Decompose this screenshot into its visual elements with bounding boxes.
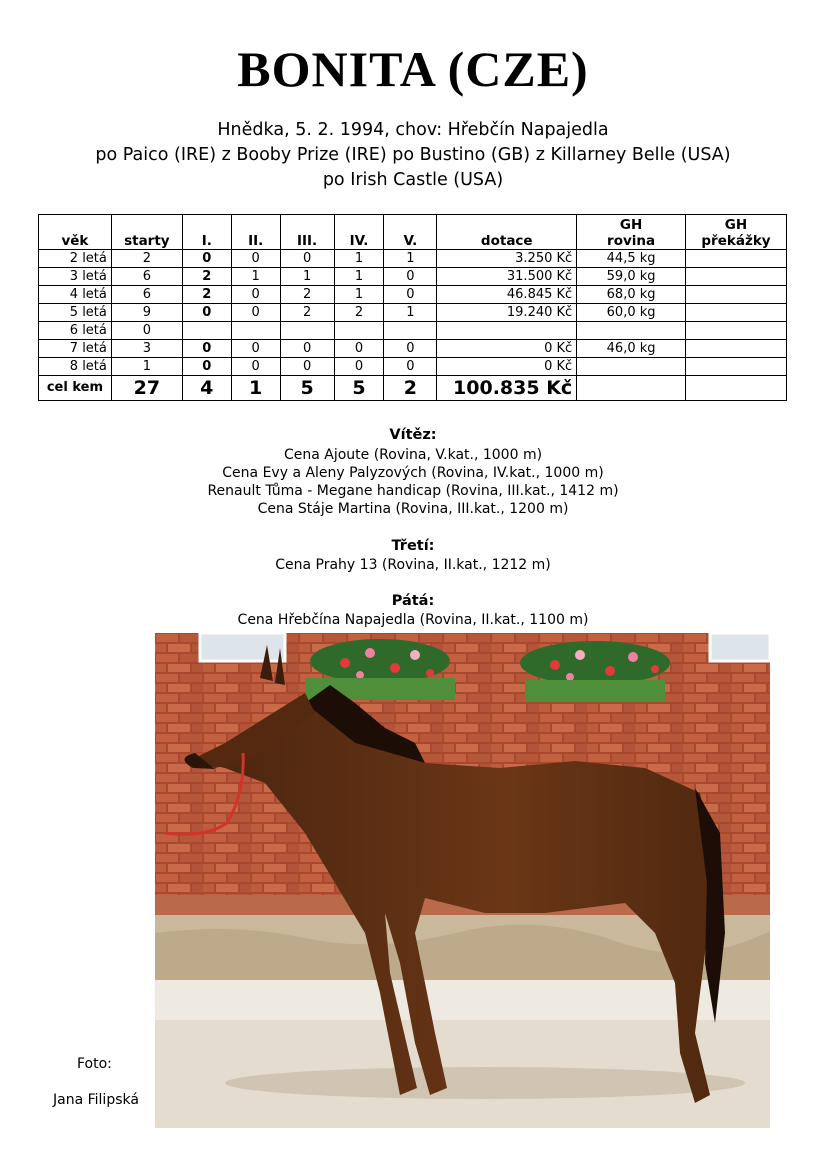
- col-age: věk: [39, 215, 112, 250]
- cell-p4: [334, 322, 384, 340]
- cell-p5: [384, 322, 437, 340]
- cell-gh-jump: [686, 286, 787, 304]
- cell-starts: 3: [111, 340, 182, 358]
- fifth-heading: Pátá:: [391, 593, 435, 609]
- table-row: [39, 322, 787, 340]
- col-second: II.: [231, 215, 280, 250]
- cell-gh-jump: [686, 268, 787, 286]
- cell-prize: 0 Kč: [437, 358, 577, 376]
- total-age: cel kem: [39, 376, 112, 401]
- cell-p4: 2: [334, 304, 384, 322]
- cell-age: 2 letá: [39, 250, 112, 268]
- horse-photo: [155, 633, 770, 1128]
- cell-age: 7 letá: [39, 340, 112, 358]
- table-row: [39, 340, 787, 358]
- cell-p3: 0: [280, 358, 334, 376]
- col-fifth: V.: [384, 215, 437, 250]
- cell-starts: 0: [111, 322, 182, 340]
- third-item: Cena Prahy 13 (Rovina, II.kat., 1212 m): [275, 557, 551, 573]
- cell-gh-jump: [686, 358, 787, 376]
- total-p3: 5: [280, 376, 334, 401]
- table-row: [39, 286, 787, 304]
- cell-p1: 0: [182, 358, 231, 376]
- winner-heading: Vítěz:: [389, 427, 437, 443]
- cell-prize: [437, 322, 577, 340]
- cell-age: 8 letá: [39, 358, 112, 376]
- cell-p1: 0: [182, 340, 231, 358]
- total-p4: 5: [334, 376, 384, 401]
- cell-age: 3 letá: [39, 268, 112, 286]
- cell-gh-flat: 46,0 kg: [577, 340, 686, 358]
- winner-item: Cena Evy a Aleny Palyzových (Rovina, IV.kat., 1000 m): [222, 465, 604, 481]
- col-gh-jump-2: překážky: [701, 233, 771, 249]
- total-p1: 4: [182, 376, 231, 401]
- photo-credit-name: Jana Filipská: [53, 1092, 139, 1108]
- total-p2: 1: [231, 376, 280, 401]
- cell-p2: 1: [231, 268, 280, 286]
- cell-p2: 0: [231, 358, 280, 376]
- cell-p5: 1: [384, 250, 437, 268]
- cell-p1: [182, 322, 231, 340]
- page-title: BONITA (CZE): [237, 41, 589, 97]
- table-row: [39, 268, 787, 286]
- table-row: [39, 250, 787, 268]
- cell-gh-jump: [686, 322, 787, 340]
- cell-p2: 0: [231, 250, 280, 268]
- total-starts: 27: [111, 376, 182, 401]
- cell-starts: 2: [111, 250, 182, 268]
- cell-gh-jump: [686, 340, 787, 358]
- cell-p3: 1: [280, 268, 334, 286]
- photo-credit-label: Foto:: [77, 1056, 112, 1072]
- col-fourth: IV.: [334, 215, 384, 250]
- winner-item: Cena Stáje Martina (Rovina, III.kat., 1200 m): [257, 501, 569, 517]
- cell-p2: 0: [231, 340, 280, 358]
- cell-p5: 0: [384, 268, 437, 286]
- pedigree-line-2: po Irish Castle (USA): [322, 170, 504, 190]
- cell-prize: 19.240 Kč: [437, 304, 577, 322]
- table-total-row: [39, 376, 787, 401]
- total-p5: 2: [384, 376, 437, 401]
- col-gh-flat: [577, 215, 686, 250]
- col-starts: starty: [111, 215, 182, 250]
- cell-gh-flat: 60,0 kg: [577, 304, 686, 322]
- col-gh-jump: [686, 215, 787, 250]
- cell-p5: 0: [384, 286, 437, 304]
- cell-p2: [231, 322, 280, 340]
- col-gh-flat-2: rovina: [607, 233, 656, 249]
- cell-p4: 0: [334, 340, 384, 358]
- cell-age: 6 letá: [39, 322, 112, 340]
- cell-p5: 0: [384, 358, 437, 376]
- cell-gh-jump: [686, 304, 787, 322]
- cell-p3: [280, 322, 334, 340]
- cell-p5: 0: [384, 340, 437, 358]
- cell-p4: 0: [334, 358, 384, 376]
- cell-p3: 2: [280, 286, 334, 304]
- cell-p2: 0: [231, 286, 280, 304]
- col-third: III.: [280, 215, 334, 250]
- pedigree-line: po Paico (IRE) z Booby Prize (IRE) po Bustino (GB) z Killarney Belle (USA): [95, 145, 731, 165]
- cell-gh-jump: [686, 250, 787, 268]
- cell-p3: 0: [280, 340, 334, 358]
- col-gh-flat-1: GH: [619, 217, 643, 233]
- total-prize: 100.835 Kč: [437, 376, 577, 401]
- cell-starts: 9: [111, 304, 182, 322]
- cell-prize: 0 Kč: [437, 340, 577, 358]
- cell-p1: 0: [182, 250, 231, 268]
- cell-p2: 0: [231, 304, 280, 322]
- cell-gh-flat: 44,5 kg: [577, 250, 686, 268]
- cell-age: 4 letá: [39, 286, 112, 304]
- col-gh-jump-1: GH: [724, 217, 748, 233]
- col-first: I.: [182, 215, 231, 250]
- horse-info-line: Hnědka, 5. 2. 1994, chov: Hřebčín Napajedla: [217, 120, 609, 140]
- cell-p5: 1: [384, 304, 437, 322]
- cell-prize: 31.500 Kč: [437, 268, 577, 286]
- cell-p4: 1: [334, 250, 384, 268]
- race-stats-table: [38, 214, 787, 401]
- cell-starts: 6: [111, 268, 182, 286]
- winner-item: Renault Tůma - Megane handicap (Rovina, III.kat., 1412 m): [207, 483, 619, 499]
- col-prize: dotace: [437, 215, 577, 250]
- table-row: [39, 358, 787, 376]
- cell-gh-flat: [577, 322, 686, 340]
- table-header-row: [39, 215, 787, 250]
- cell-prize: 46.845 Kč: [437, 286, 577, 304]
- cell-gh-flat: 59,0 kg: [577, 268, 686, 286]
- cell-age: 5 letá: [39, 304, 112, 322]
- table-row: [39, 304, 787, 322]
- third-heading: Třetí:: [391, 538, 435, 554]
- cell-prize: 3.250 Kč: [437, 250, 577, 268]
- cell-starts: 6: [111, 286, 182, 304]
- cell-p1: 2: [182, 268, 231, 286]
- winner-item: Cena Ajoute (Rovina, V.kat., 1000 m): [283, 447, 543, 463]
- cell-p4: 1: [334, 286, 384, 304]
- cell-gh-flat: [577, 358, 686, 376]
- cell-starts: 1: [111, 358, 182, 376]
- cell-p4: 1: [334, 268, 384, 286]
- cell-p1: 0: [182, 304, 231, 322]
- cell-p3: 0: [280, 250, 334, 268]
- fifth-item: Cena Hřebčína Napajedla (Rovina, II.kat., 1100 m): [237, 612, 589, 628]
- total-gh-flat: [577, 376, 686, 401]
- cell-gh-flat: 68,0 kg: [577, 286, 686, 304]
- cell-p1: 2: [182, 286, 231, 304]
- cell-p3: 2: [280, 304, 334, 322]
- total-gh-jump: [686, 376, 787, 401]
